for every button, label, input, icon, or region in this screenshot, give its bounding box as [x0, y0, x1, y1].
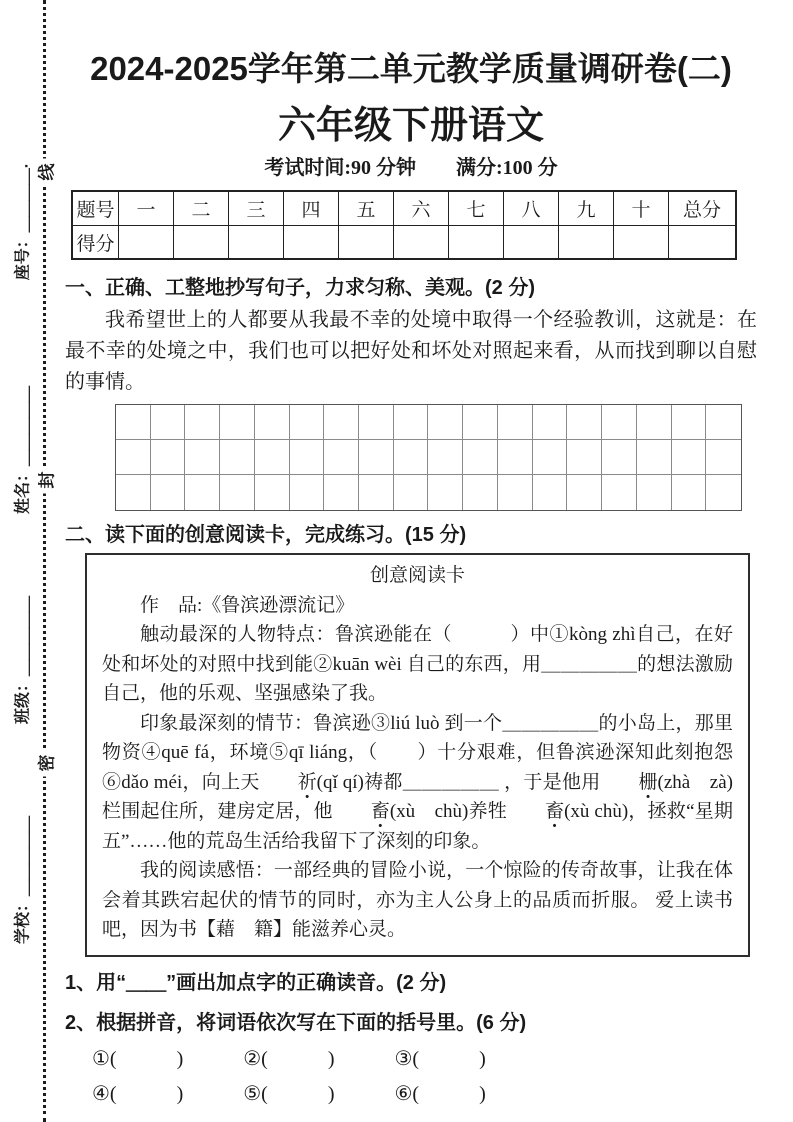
score-cell [394, 225, 449, 258]
score-cell [559, 225, 614, 258]
card-paragraph-2: 印象最深刻的情节：鲁滨逊③liú luò 到一个＿＿＿＿＿的小岛上，那里物资④quē fá，环境⑤qī liáng，（ ）十分艰难，但鲁滨逊深知此刻抱怨⑥dǎo méi，向上天 祈(qǐ qí)祷都＿＿＿＿＿ ，于是他用 栅(zhà zà)栏围起住所，建房定居，他 畜(xù chù)养牲 畜(xù chù)，拯救“星期五”……他的荒岛生活给我留下了深刻的印象。 [102, 712, 733, 852]
dotted-character: 畜 [545, 801, 565, 822]
score-table [71, 190, 737, 260]
reading-card [85, 553, 750, 957]
score-cell: 九 [559, 192, 614, 225]
grid-cell [533, 405, 568, 440]
grid-cell [151, 475, 186, 510]
card-work-line: 作 品:《鲁滨逊漂流记》 [140, 594, 355, 616]
card-paragraph-3: 我的阅读感悟：一部经典的冒险小说，一个惊险的传奇故事，让我在体会着其跌宕起伏的情节的同时，亦为主人公身上的品质而折服。 爱上读书吧，因为书【藉 籍】能滋养心灵。 [102, 860, 733, 940]
grid-cell [324, 475, 359, 510]
card-paragraph-1: 触动最深的人物特点：鲁滨逊能在（ ）中①kòng zhì自己，在好处和坏处的对照中找到能②kuān wèi 自己的东西，用＿＿＿＿＿的想法激励自己，他的乐观、坚强感染了我。 [102, 624, 733, 704]
grid-cell [602, 405, 637, 440]
score-cell: 一 [119, 192, 174, 225]
copy-passage: 我希望世上的人都要从我最不幸的处境中取得一个经验教训，这就是：在最不幸的处境之中，我们也可以把好处和坏处对照起来看，从而找到聊以自慰的事情。 [65, 309, 757, 393]
score-cell [614, 225, 669, 258]
grid-cell [255, 475, 290, 510]
score-cell: 二 [174, 192, 229, 225]
score-cell: 八 [504, 192, 559, 225]
grid-cell [567, 440, 602, 475]
grid-cell [428, 440, 463, 475]
score-cell [339, 225, 394, 258]
grid-cell [567, 405, 602, 440]
score-cell [119, 225, 174, 258]
seal-char-mi: 密 [33, 750, 58, 777]
grid-cell [602, 475, 637, 510]
dotted-character: 栅 [638, 771, 658, 793]
grid-cell [637, 475, 672, 510]
dotted-character: 祈 [297, 771, 317, 793]
margin-label-name: 姓名：＿＿＿＿＿ [14, 385, 32, 515]
grid-cell [672, 475, 707, 510]
exam-info-line: 考试时间:90 分钟 满分:100 分 [264, 157, 558, 179]
grid-cell [290, 475, 325, 510]
score-cell: 得分 [73, 225, 119, 258]
margin-label-school: 学校：＿＿＿＿＿ [14, 815, 32, 945]
grid-cell [116, 440, 151, 475]
score-cell [174, 225, 229, 258]
grid-cell [220, 475, 255, 510]
score-cell [504, 225, 559, 258]
grid-cell [324, 405, 359, 440]
grid-cell [706, 475, 741, 510]
grid-cell [498, 475, 533, 510]
answer-row-2: ④( ) ⑤( ) ⑥( ) [92, 1082, 486, 1105]
grid-cell [394, 405, 429, 440]
score-table-row [73, 192, 735, 225]
question-1: 1、用“＿＿”画出加点字的正确读音。(2 分) [65, 971, 447, 994]
grid-cell [428, 405, 463, 440]
grid-cell [116, 475, 151, 510]
dotted-character: 畜 [370, 801, 390, 822]
grid-cell [151, 405, 186, 440]
grid-cell [672, 440, 707, 475]
score-cell: 十 [614, 192, 669, 225]
grid-cell [185, 440, 220, 475]
grid-cell [220, 405, 255, 440]
grid-cell [359, 440, 394, 475]
grid-cell [637, 405, 672, 440]
page-subtitle: 六年级下册语文 [277, 105, 544, 147]
page-title: 2024-2025学年第二单元教学质量调研卷(二) [90, 50, 732, 87]
grid-cell [567, 475, 602, 510]
grid-cell [533, 475, 568, 510]
grid-cell [463, 440, 498, 475]
score-cell [229, 225, 284, 258]
answer-row-1: ①( ) ②( ) ③( ) [92, 1047, 486, 1070]
score-cell: 六 [394, 192, 449, 225]
grid-cell [255, 405, 290, 440]
grid-cell [463, 405, 498, 440]
score-cell: 三 [229, 192, 284, 225]
grid-cell [672, 405, 707, 440]
margin-label-seat-number: 座号：＿＿＿＿. [14, 163, 32, 281]
card-title: 创意阅读卡 [369, 565, 465, 586]
grid-cell [706, 440, 741, 475]
grid-cell [290, 440, 325, 475]
question-2: 2、根据拼音，将词语依次写在下面的括号里。(6 分) [65, 1011, 527, 1034]
score-cell [669, 225, 735, 258]
score-cell [449, 225, 504, 258]
grid-cell [359, 405, 394, 440]
grid-cell [220, 440, 255, 475]
grid-cell [116, 405, 151, 440]
grid-cell [498, 405, 533, 440]
grid-cell [463, 475, 498, 510]
seal-char-xian: 线 [33, 159, 58, 186]
grid-cell [533, 440, 568, 475]
grid-cell [706, 405, 741, 440]
exam-page [65, 0, 757, 1107]
grid-cell [428, 475, 463, 510]
score-cell [284, 225, 339, 258]
grid-cell [185, 405, 220, 440]
grid-cell [324, 440, 359, 475]
score-cell: 七 [449, 192, 504, 225]
score-cell: 五 [339, 192, 394, 225]
grid-cell [290, 405, 325, 440]
grid-cell [359, 475, 394, 510]
margin-label-class: 班级：＿＿＿＿＿ [14, 595, 32, 725]
writing-grid [115, 404, 742, 511]
score-cell: 四 [284, 192, 339, 225]
grid-cell [498, 440, 533, 475]
section-1-heading: 一、正确、工整地抄写句子，力求匀称、美观。(2 分) [65, 277, 535, 299]
seal-char-feng: 封 [33, 467, 58, 494]
grid-cell [255, 440, 290, 475]
grid-cell [151, 440, 186, 475]
section-2-heading: 二、读下面的创意阅读卡，完成练习。(15 分) [65, 524, 467, 546]
grid-cell [185, 475, 220, 510]
grid-cell [394, 475, 429, 510]
grid-cell [602, 440, 637, 475]
grid-cell [637, 440, 672, 475]
score-cell: 总分 [682, 200, 721, 221]
grid-cell [394, 440, 429, 475]
score-table-row [73, 225, 735, 258]
score-cell: 题号 [73, 192, 119, 225]
